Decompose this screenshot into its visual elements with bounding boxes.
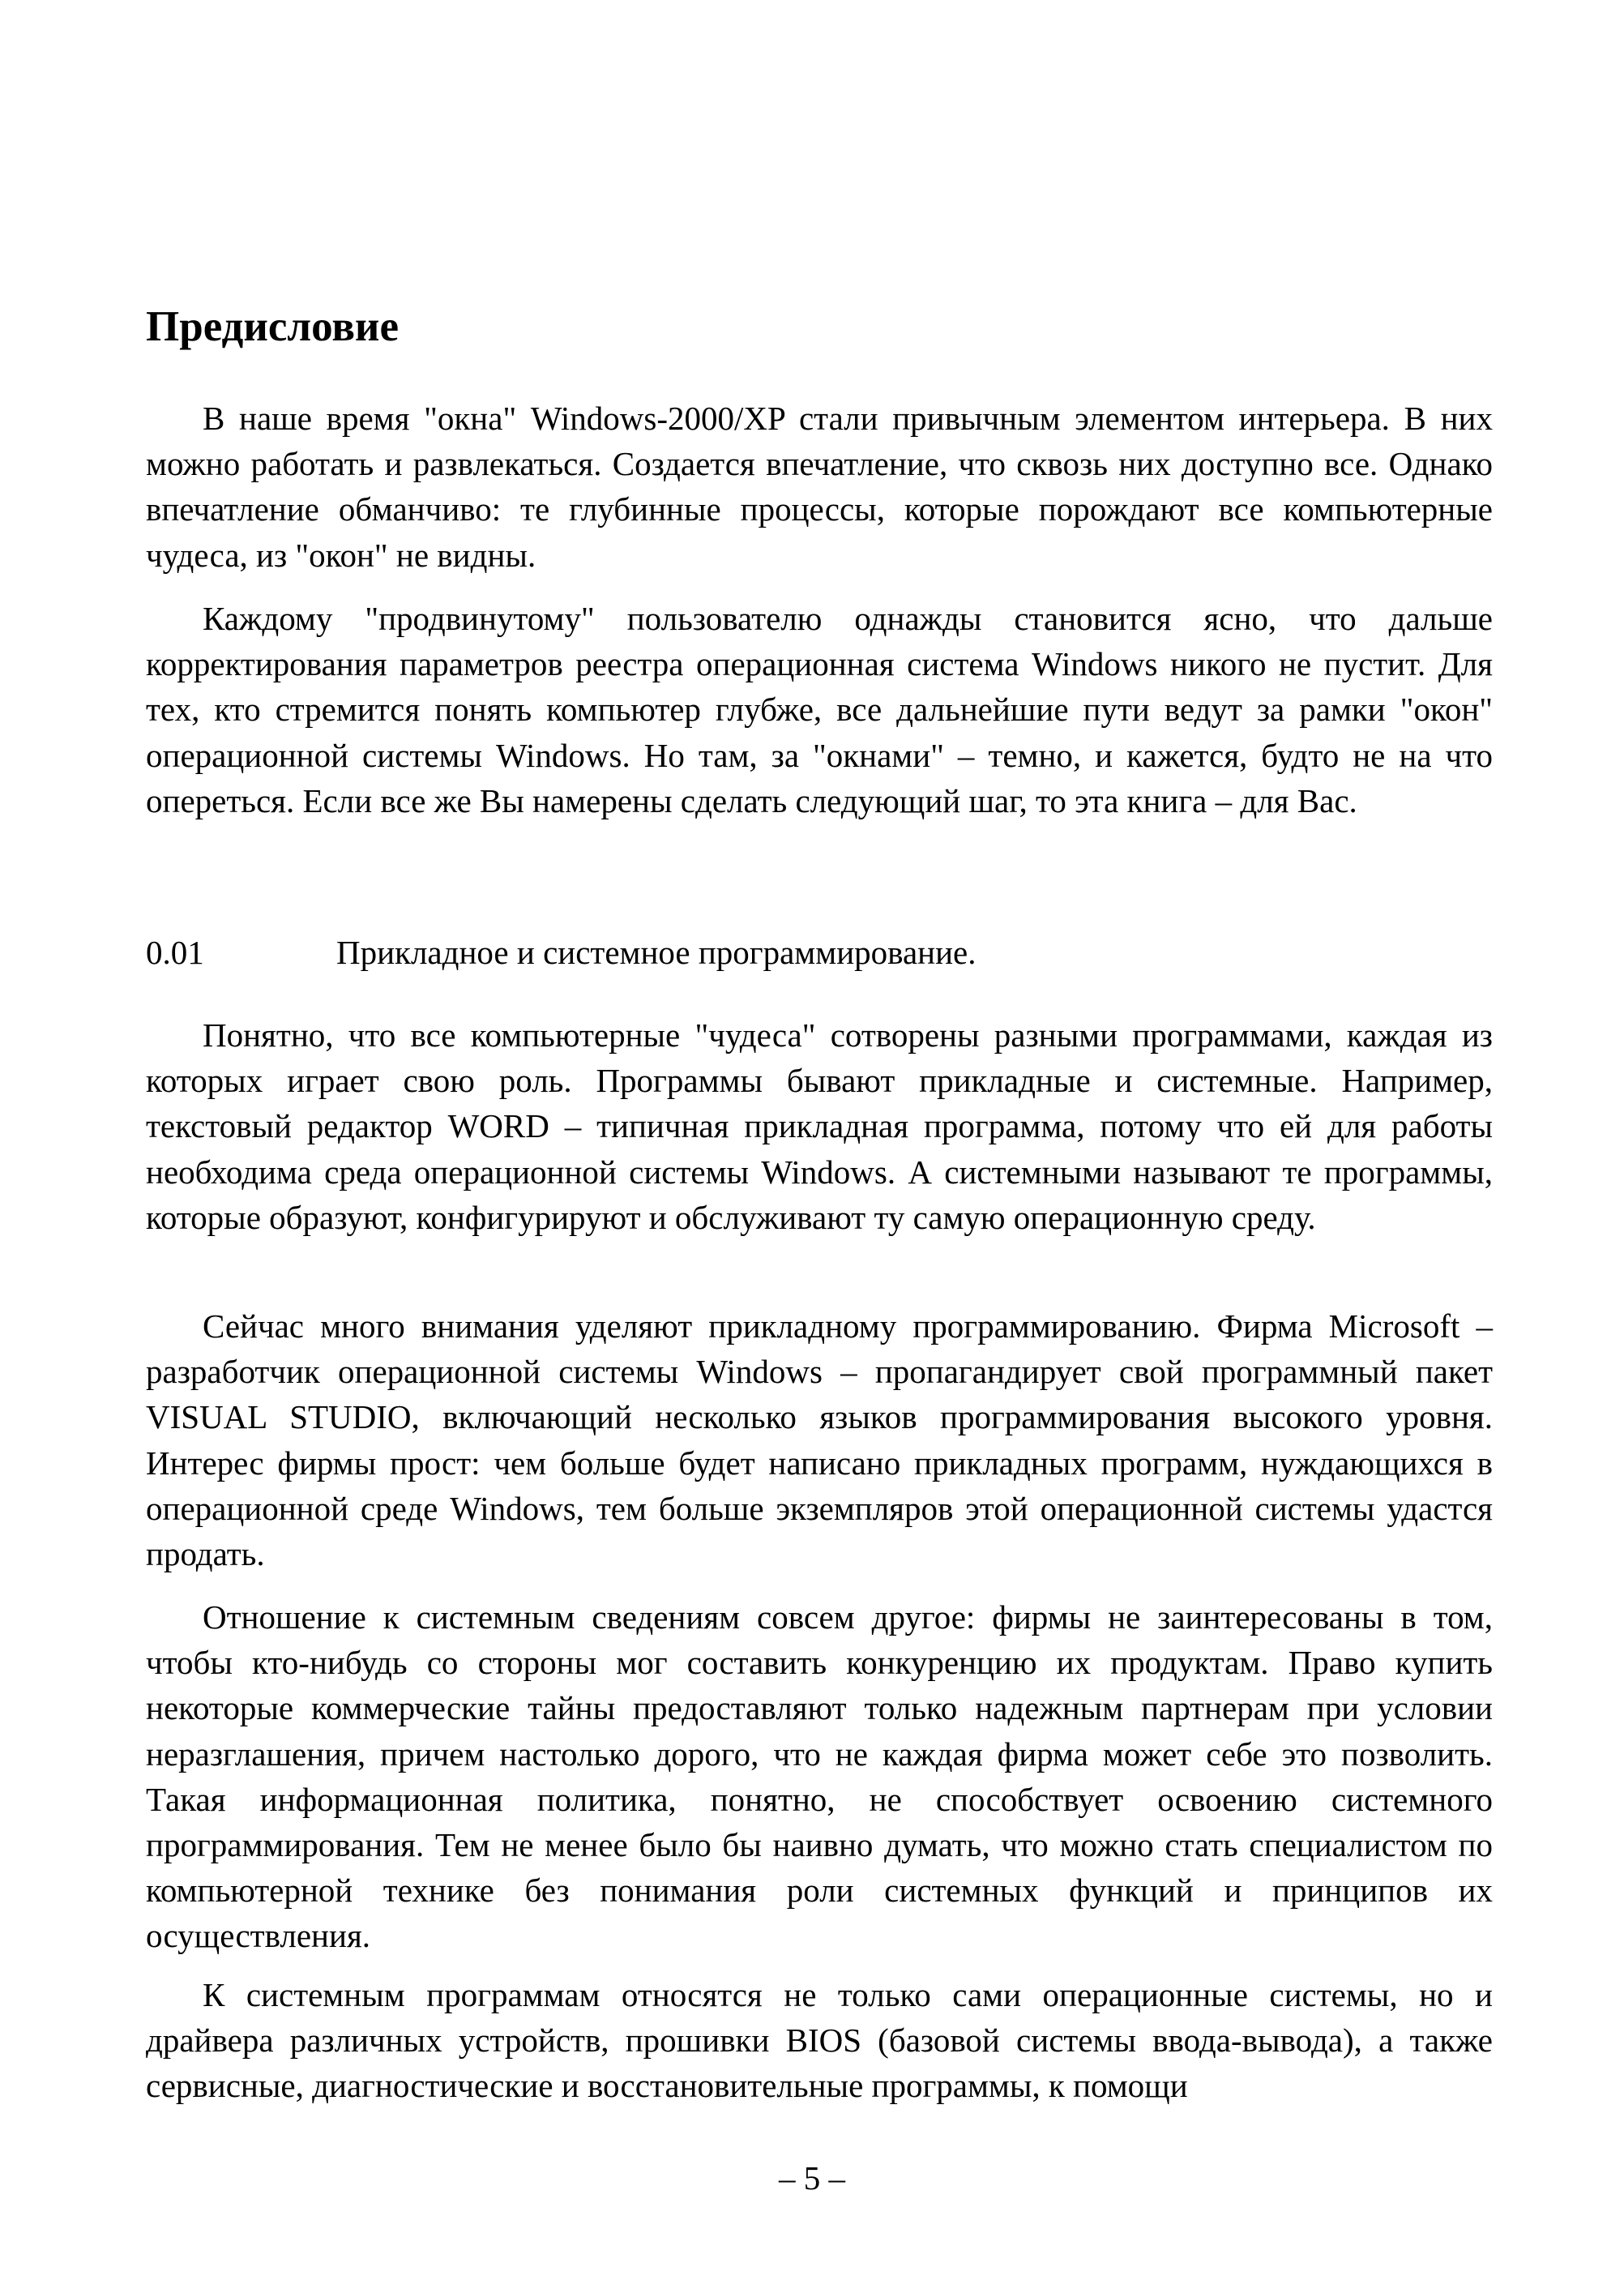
paragraph-intro-1: В наше время "окна" Windows-2000/XP стали привычным элементом интерьера. В них можно работать и развлекаться. Создается впечатление, что сквозь них доступно все. Однако впечатление обманчиво: те глубинные процессы, которые порождают все компьютерные чудеса, из "окон" не видны. (146, 400, 1493, 574)
paragraph-section-2: Сейчас много внимания уделяют прикладному программированию. Фирма Microsoft – разработчик операционной системы Windows – пропагандирует свой программный пакет VISUAL STUDIO, включающий несколько языков программирования высокого уровня. Интерес фирмы прост: чем больше будет написано прикладных программ, нуждающихся в операционной среде Windows, тем больше экземпляров этой операционной системы удастся продать. (146, 1307, 1493, 1573)
page-title: Предисловие (146, 303, 399, 350)
section-heading (146, 930, 977, 975)
paragraph-section-3: Отношение к системным сведениям совсем другое: фирмы не заинтересованы в том, чтобы кто-нибудь со стороны мог составить конкуренцию их продуктам. Право купить некоторые коммерческие тайны предоставляют только надежным партнерам при условии неразглашения, причем настолько дорого, что не каждая фирма может себе это позволить. Такая информационная политика, понятно, не способствует освоению системного программирования. Тем не менее было бы наивно думать, что можно стать специалистом по компьютерной технике без понимания роли системных функций и принципов их осуществления. (146, 1598, 1493, 1955)
paragraph-intro-2: Каждому "продвинутому" пользователю однажды становится ясно, что дальше корректирования параметров реестра операционная система Windows никого не пустит. Для тех, кто стремится понять компьютер глубже, все дальнейшие пути ведут за рамки "окон" операционной системы Windows. Но там, за "окнами" – темно, и кажется, будто не на что опереться. Если все же Вы намерены сделать следующий шаг, то эта книга – для Вас. (146, 600, 1493, 819)
section-title: Прикладное и системное программирование. (336, 934, 977, 971)
paragraph-section-4: К системным программам относятся не только сами операционные системы, но и драйвера различных устройств, прошивки BIOS (базовой системы ввода-вывода), а также сервисные, диагностические и восстановительные программы, к помощи (146, 1976, 1493, 2105)
page-number: – 5 – (779, 2159, 845, 2197)
section-number: 0.01 (146, 934, 204, 971)
paragraph-section-1: Понятно, что все компьютерные "чудеса" сотворены разными программами, каждая из которых играет свою роль. Программы бывают прикладные и системные. Например, текстовый редактор WORD – типичная прикладная программа, потому что ей для работы необходима среда операционной системы Windows. А системными называют те программы, которые образуют, конфигурируют и обслуживают ту самую операционную среду. (146, 1016, 1493, 1236)
